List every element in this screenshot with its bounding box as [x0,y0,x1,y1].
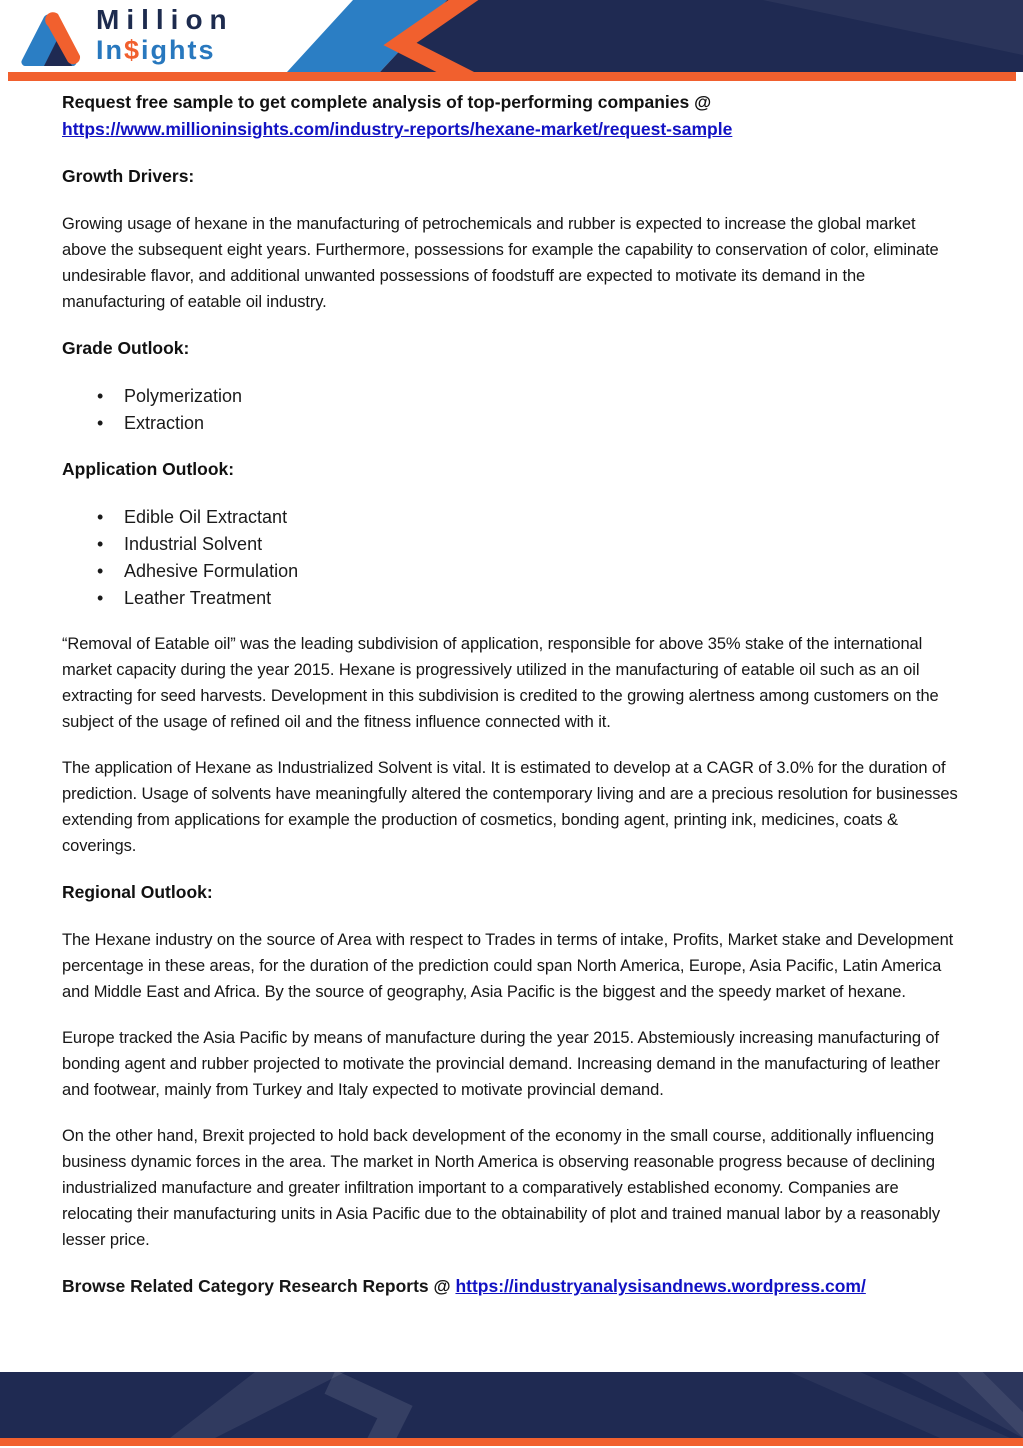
header-orange-divider [8,72,1016,81]
growth-drivers-paragraph: Growing usage of hexane in the manufacturing of petrochemicals and rubber is expected to increase the global market above the subsequent eight years. Furthermore, possessions for example the capability to conservation of color, eliminate undesirable flavor, and additional unwanted possessions of foodstuff are expected to motivate its demand in the manufacturing of eatable oil industry. [62,215,939,311]
document-body [0,81,1023,1300]
dollar-sign-icon: $ [124,35,142,65]
request-sample-link[interactable]: https://www.millioninsights.com/industry-reports/hexane-market/request-sample [62,119,733,139]
request-sample-lead: Request free sample to get complete analysis of top-performing companies @ [62,92,712,112]
grade-outlook-list [62,383,961,437]
list-item-label: Leather Treatment [124,588,272,608]
footer-banner-graphic [0,1372,1023,1438]
list-item-label: Industrial Solvent [124,534,263,554]
footer-orange-strip [0,1438,1023,1446]
bullet-icon: • [97,534,104,554]
page-footer [0,1372,1023,1446]
regional-paragraph-3: On the other hand, Brexit projected to hold back development of the economy in the small course, additionally influencing business dynamic forces in the area. The market in North America is observing reasonable progress because of declining industrialized manufacture and greater infiltration important to a comparatively established economy. Companies are relocating their manufacturing units in Asia Pacific due to the obtainability of plot and trained manual labor by a reasonably lesser price. [62,1127,941,1249]
bullet-icon: • [97,386,104,406]
application-outlook-heading: Application Outlook: [62,459,235,479]
list-item [62,383,961,410]
application-paragraph-2: The application of Hexane as Industrialized Solvent is vital. It is estimated to develop at a CAGR of 3.0% for the duration of prediction. Usage of solvents have meaningfully altered the contemporary living and are a precious resolution for businesses extending from applications for example the production of cosmetics, bonding agent, printing ink, medicines, coats & coverings. [62,759,958,855]
header-banner-graphic [283,0,1023,72]
browse-reports-lead: Browse Related Category Research Reports @ [62,1276,456,1296]
brand-line1: Million [96,4,234,35]
bullet-icon: • [97,413,104,433]
million-insights-m-icon [14,4,84,66]
page-header [0,0,1023,72]
application-paragraph-1: “Removal of Eatable oil” was the leading subdivision of application, responsible for above 35% stake of the international market capacity during the year 2015. Hexane is progressively utilized in the manufacturing of eatable oil such as an oil extracting for seed harvests. Development in this subdivision is credited to the growing alertness among customers on the subject of the usage of refined oil and the fitness influence connected with it. [62,635,939,731]
browse-reports-link[interactable]: https://industryanalysisandnews.wordpress.com/ [455,1276,866,1296]
regional-outlook-heading: Regional Outlook: [62,882,213,902]
bullet-icon: • [97,507,104,527]
brand-name [96,6,234,64]
grade-outlook-heading: Grade Outlook: [62,338,190,358]
brand-line2: In$ights [96,35,216,65]
list-item-label: Edible Oil Extractant [124,507,288,527]
regional-paragraph-2: Europe tracked the Asia Pacific by means of manufacture during the year 2015. Abstemiously increasing manufacturing of bonding agent and rubber projected to motivate the provincial demand. Increasing demand in the manufacturing of leather and footwear, mainly from Turkey and Italy expected to motivate provincial demand. [62,1029,940,1099]
list-item [62,410,961,437]
list-item-label: Polymerization [124,386,243,406]
list-item [62,558,961,585]
bullet-icon: • [97,561,104,581]
list-item [62,504,961,531]
header-logo [14,4,234,66]
growth-drivers-heading: Growth Drivers: [62,166,195,186]
bullet-icon: • [97,588,104,608]
list-item-label: Adhesive Formulation [124,561,299,581]
browse-reports-block [62,1273,961,1300]
list-item [62,585,961,612]
request-sample-block [62,89,961,143]
regional-paragraph-1: The Hexane industry on the source of Area with respect to Trades in terms of intake, Profits, Market stake and Development percentage in these areas, for the duration of the prediction could span North America, Europe, Asia Pacific, Latin America and Middle East and Africa. By the source of geography, Asia Pacific is the biggest and the speedy market of hexane. [62,931,954,1001]
application-outlook-list [62,504,961,612]
list-item [62,531,961,558]
list-item-label: Extraction [124,413,205,433]
